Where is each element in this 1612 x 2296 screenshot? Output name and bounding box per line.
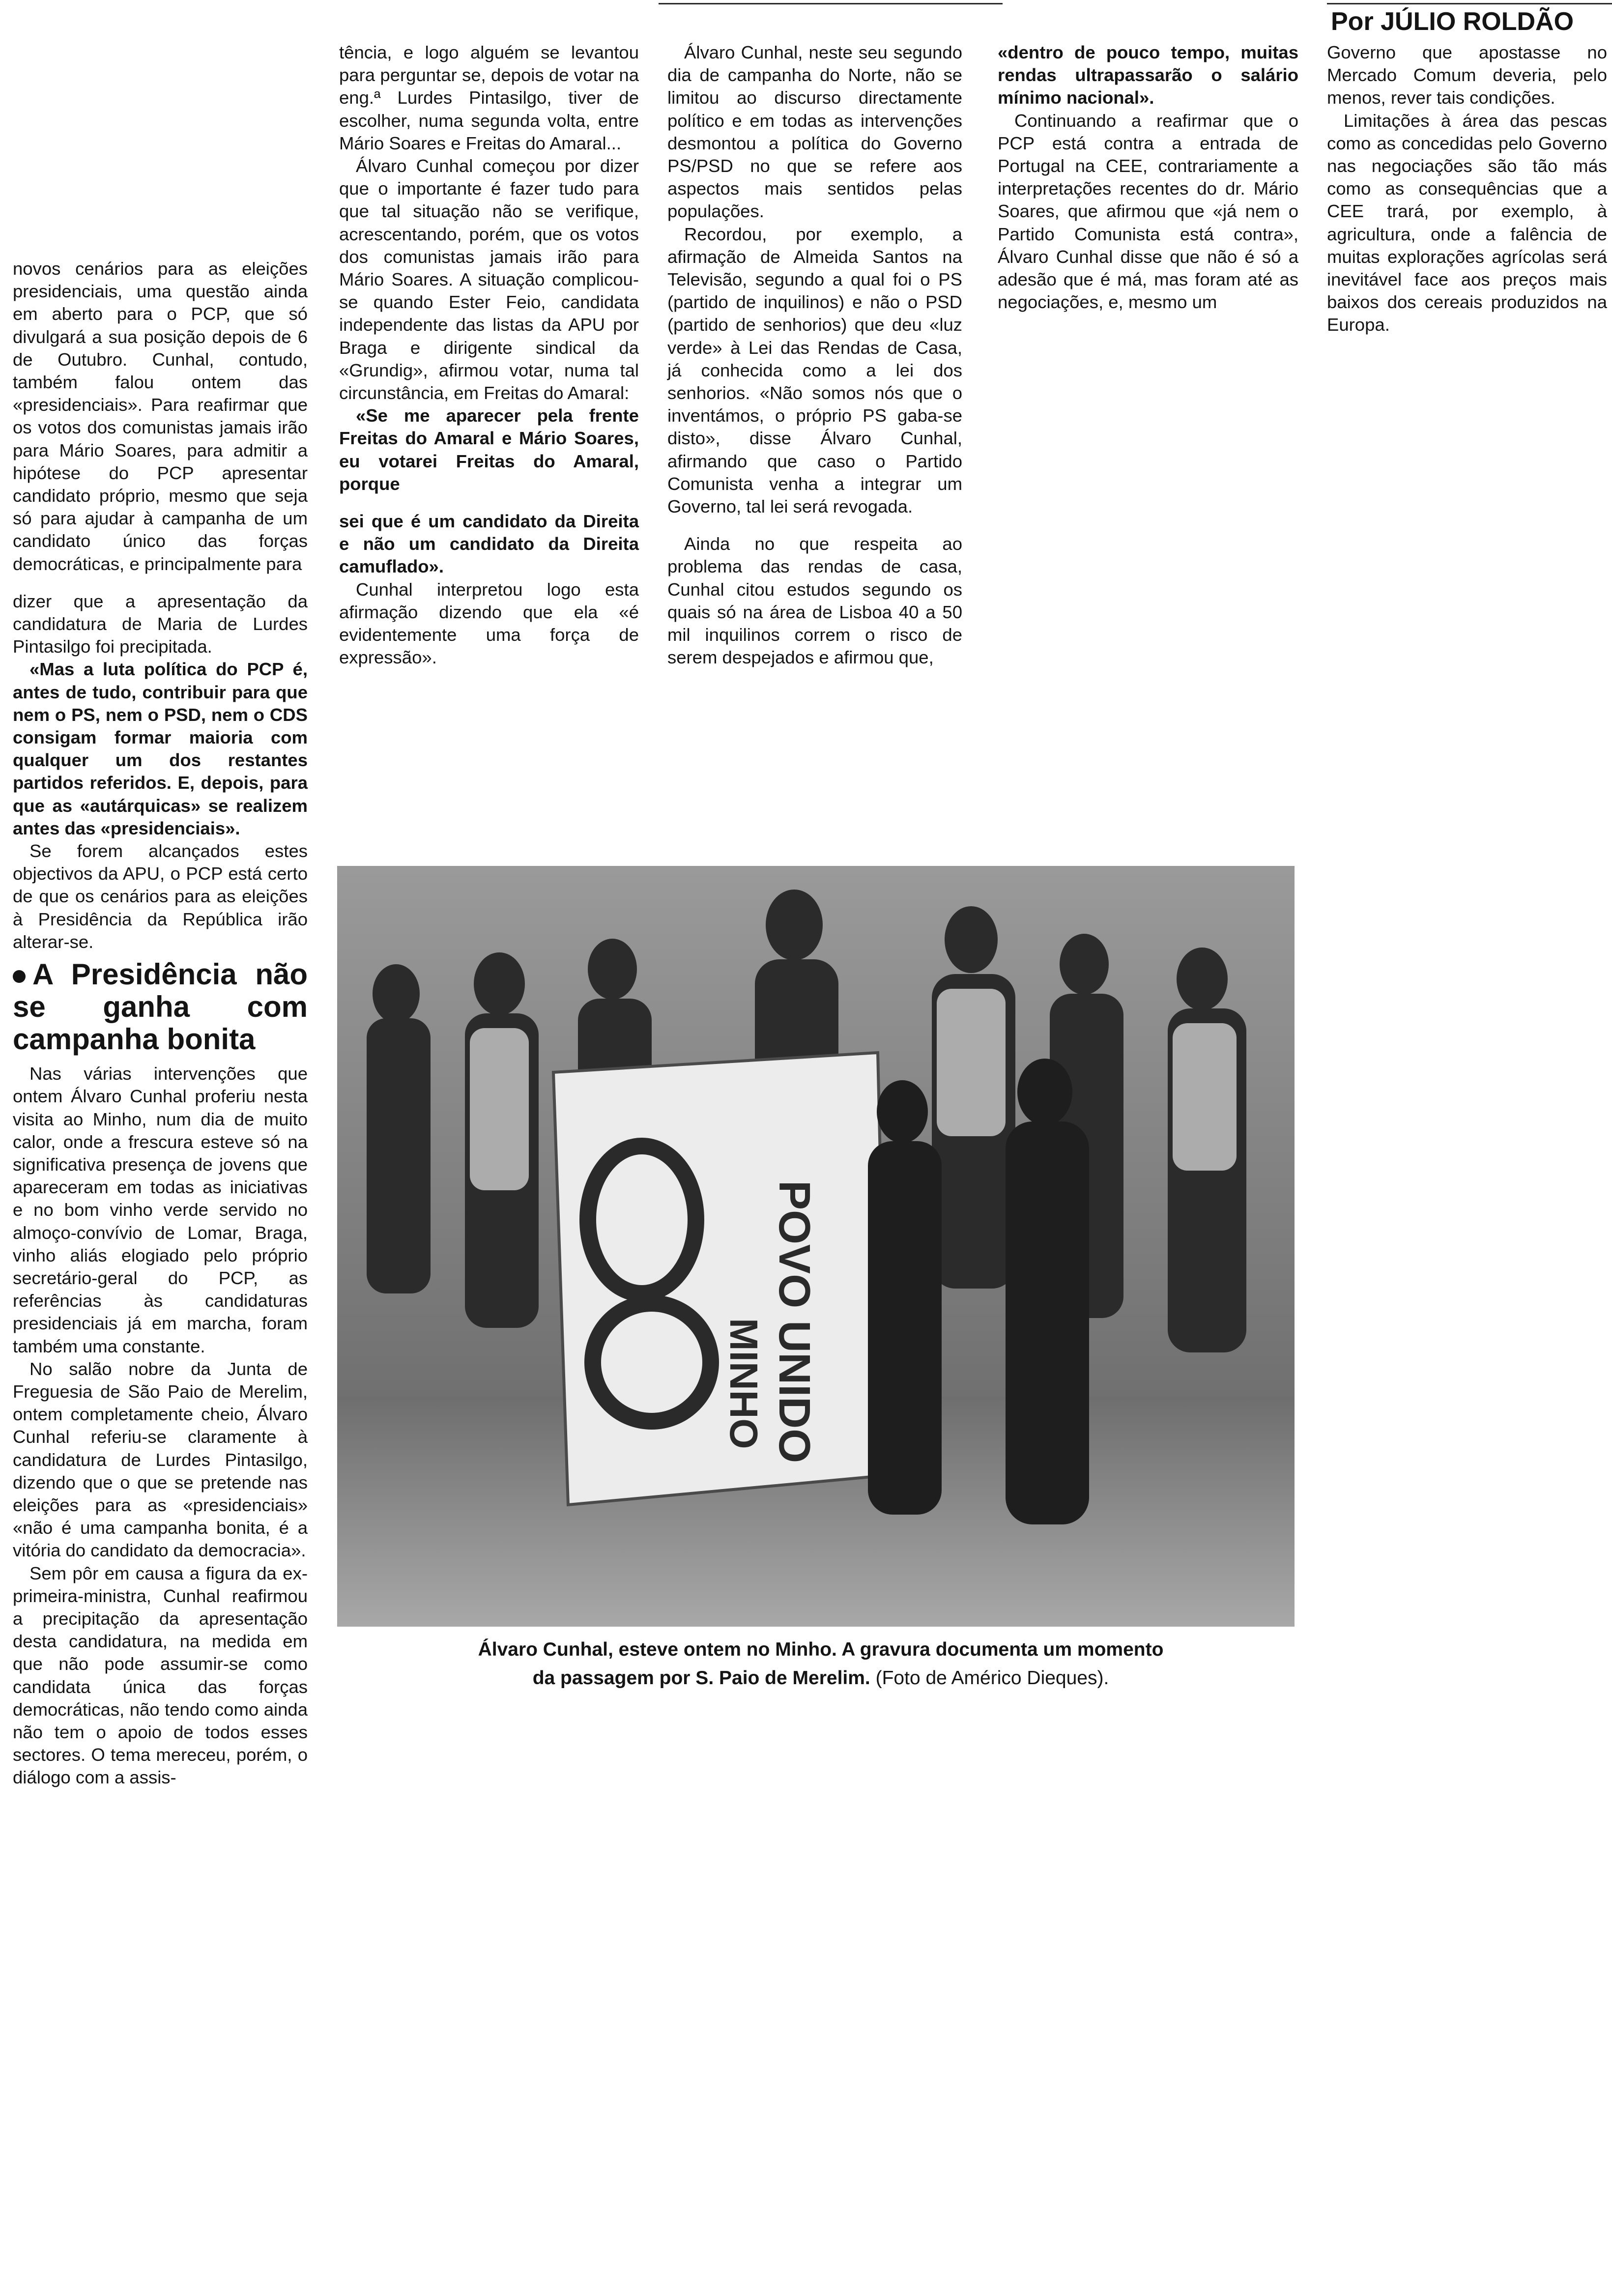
col1-para-3: «Mas a luta política do PCP é, antes de tudo, contribuir para que nem o PS, nem o PSD, nem o CDS consigam formar maioria com qualquer um dos restantes partidos referidos. E, depois, para que as «autárquicas» se realizem antes das «presidenciais». (13, 659, 308, 838)
column-4 (998, 41, 1298, 314)
col3-para-2: Recordou, por exemplo, a afirmação de Almeida Santos na Televisão, segundo a qual foi o PS (partido de inquilinos) e não o PSD (partido de senhorios) que deu «luz verde» à Lei das Rendas de Casa, já conhecida como a lei dos senhorios. «Não somos nós que o inventámos, o próprio PS gaba-se disto», disse Álvaro Cunhal, afirmando que caso o Partido Comunista venha a integrar um Governo, tal lei será revogada. (667, 224, 962, 517)
col4-para-2: Continuando a reafirmar que o PCP está contra a entrada de Portugal na CEE, contrariamente a interpretações recentes do dr. Mário Soares, que afirmou que «já nem o Partido Comunista está contra», Álvaro Cunhal disse que não é só a adesão que é má, mas foram até as negociações, e, mesmo um (998, 110, 1298, 313)
photo-caption (344, 1636, 1297, 1693)
caption-line-1: Álvaro Cunhal, esteve ontem no Minho. A gravura documenta um momento (478, 1639, 1164, 1660)
banner-text: POVO UNIDO (770, 1180, 819, 1464)
photo-illustration (337, 866, 1295, 1627)
photo-credit: (Foto de Américo Dieques). (875, 1667, 1109, 1689)
caption-line-2: da passagem por S. Paio de Merelim. (532, 1667, 870, 1689)
col2-para-1: tência, e logo alguém se levantou para perguntar se, depois de votar na eng.ª Lurdes Pintasilgo, tiver de escolher, numa segunda volta, entre Mário Soares e Freitas do Amaral... (339, 42, 639, 153)
column-1 (13, 258, 308, 1789)
col2-para-2: Álvaro Cunhal começou por dizer que o importante é fazer tudo para que tal situação não se verifique, acrescentando, porém, que os votos dos comunistas jamais irão para Mário Soares. A situação complicou-se quando Ester Feio, candidata independente das listas da APU por Braga e dirigente sindical da «Grundig», afirmou votar, numa tal circunstância, em Freitas do Amaral: (339, 156, 639, 403)
col3-para-3: Ainda no que respeita ao problema das rendas de casa, Cunhal citou estudos segundo os quais só na área de Lisboa 40 a 50 mil inquilinos correm o risco de serem despejados e afirmou que, (667, 534, 962, 668)
subheading-text: A Presidência não se ganha com campanha bonita (13, 958, 308, 1056)
col1-para-2: dizer que a apresentação da candidatura de Maria de Lurdes Pintasilgo foi precipitada. (13, 591, 308, 657)
column-3 (667, 41, 962, 669)
subheading (13, 958, 308, 1056)
col3-para-1: Álvaro Cunhal, neste seu segundo dia de campanha do Norte, não se limitou ao discurso directamente político e em todas as intervenções desmontou a política do Governo PS/PSD no que se refere aos aspectos mais sentidos pelas populações. (667, 42, 962, 222)
byline-rule (1327, 3, 1612, 4)
top-rule (659, 3, 1003, 4)
news-photo (337, 866, 1295, 1627)
col1-para-1: novos cenários para as eleições presidenciais, uma questão ainda em aberto para o PCP, que só divulgará a sua posição depois de 6 de Outubro. Cunhal, contudo, também falou ontem das «presidenciais». Para reafirmar que os votos dos comunistas jamais irão para Mário Soares, para admitir a hipótese do PCP apresentar candidato próprio, mesmo que seja só para ajudar à campanha de um candidato único das forças democráticas, e principalmente para (13, 258, 308, 574)
col5-para-1: Governo que apostasse no Mercado Comum deveria, pelo menos, rever tais condições. (1327, 42, 1607, 108)
col2-para-5: Cunhal interpretou logo esta afirmação dizendo que ela «é evidentemente uma força de expressão». (339, 579, 639, 668)
col2-para-4: sei que é um candidato da Direita e não um candidato da Direita camuflado». (339, 511, 639, 577)
byline: Por JÚLIO ROLDÃO (1331, 7, 1574, 36)
col1-para-7: Sem pôr em causa a figura da ex-primeira-ministra, Cunhal reafirmou a precipitação da apresentação desta candidatura, na medida em que não pode assumir-se como candidata única das forças democráticas, não tendo como ainda não tem o apoio de todos esses sectores. O tema mereceu, porém, o diálogo com a assis- (13, 1563, 308, 1788)
column-5 (1327, 41, 1607, 337)
col5-para-2: Limitações à área das pescas como as concedidas pelo Governo nas negociações são tão más como as consequências que a CEE trará, por exemplo, à agricultura, onde a falência de muitas explorações agrícolas será inevitável face aos preços mais baixos dos cereais produzidos na Europa. (1327, 110, 1607, 335)
col4-para-1: «dentro de pouco tempo, muitas rendas ultrapassarão o salário mínimo nacional». (998, 42, 1298, 108)
banner-text-2: MINHO (722, 1318, 766, 1449)
col1-para-5: Nas várias intervenções que ontem Álvaro Cunhal proferiu nesta visita ao Minho, num dia de muito calor, onde a frescura esteve só na significativa presença de jovens que apareceram em todas as iniciativas e no bom vinho verde servido no almoço-convívio de Lomar, Braga, vinho aliás elogiado pelo próprio secretário-geral do PCP, as referências às candidaturas presidenciais já em marcha, foram também uma constante. (13, 1063, 308, 1356)
column-2 (339, 41, 639, 669)
col1-para-4: Se forem alcançados estes objectivos da APU, o PCP está certo de que os cenários para as eleições à Presidência da República irão alterar-se. (13, 841, 308, 952)
col1-para-6: No salão nobre da Junta de Freguesia de São Paio de Merelim, ontem completamente cheio, Álvaro Cunhal referiu-se claramente à candidatura de Lurdes Pintasilgo, dizendo que o que se pretende nas eleições para as «presidenciais» «não é uma campanha bonita, é a vitória do candidato da democracia». (13, 1358, 308, 1561)
col2-para-3: «Se me aparecer pela frente Freitas do Amaral e Mário Soares, eu votarei Freitas do Amaral, porque (339, 405, 639, 494)
bullet-icon (13, 970, 26, 983)
